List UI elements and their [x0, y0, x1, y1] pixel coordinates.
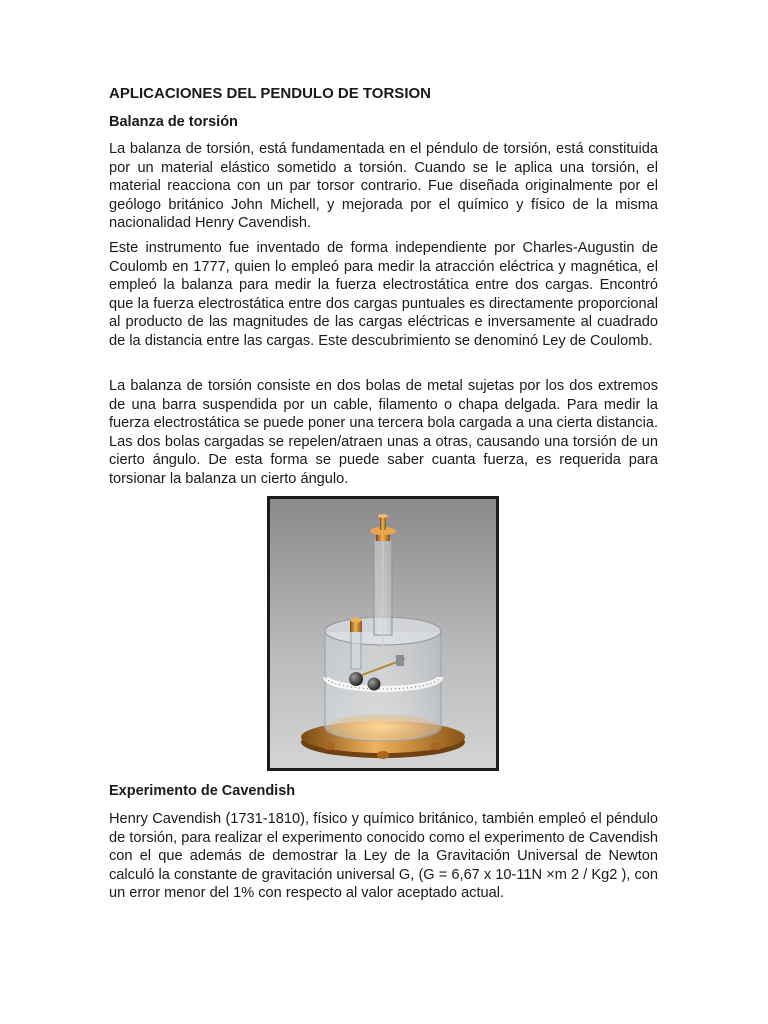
- torsion-balance-illustration: [270, 499, 496, 768]
- paragraph-cavendish-1: Henry Cavendish (1731-1810), físico y químico británico, también empleó el péndulo de torsión, para realizar el experimento conocido como el experimento de Cavendish con el que además de demostrar la Ley de la Gravitación Universal de Newton calculó la constante de gravitación universal G, (G = 6,67 x 10-11N ×m 2 / Kg2 ), con un error menor del 1% con respecto al valor aceptado actual.: [109, 811, 658, 902]
- paragraph-balanza-3: La balanza de torsión consiste en dos bolas de metal sujetas por los dos extremos de una barra suspendida por un cable, filamento o chapa delgada. Para medir la fuerza electrostática se puede poner una tercera bola cargada a una cierta distancia. Las dos bolas cargadas se repelen/atraen unas a otras, causando una torsión de un cierto ángulo. De esta forma se puede saber cuanta fuerza, es requerida para torsionar la balanza un cierto ángulo.: [109, 378, 658, 487]
- section-heading-cavendish: Experimento de Cavendish: [109, 783, 296, 799]
- section-heading-balanza: Balanza de torsión: [109, 114, 238, 130]
- torsion-balance-figure: [267, 496, 499, 771]
- paragraph-balanza-1: La balanza de torsión, está fundamentada en el péndulo de torsión, está constituida por un material elástico sometido a torsión. Cuando se le aplica una torsión, el material reacciona con un par torsor contrario. Fue diseñada originalmente por el geólogo británico John Michell, y mejorada por el químico y físico de la misma nacionalidad Henry Cavendish.: [109, 141, 658, 232]
- page-title: APLICACIONES DEL PENDULO DE TORSION: [109, 85, 431, 102]
- paragraph-balanza-2: Este instrumento fue inventado de forma independiente por Charles-Augustin de Coulomb en 1777, quien lo empleó para medir la atracción eléctrica y magnética, el empleó la balanza para medir la fuerza electrostática entre dos cargas. Encontró que la fuerza electrostática entre dos cargas puntuales es directamente proporcional al producto de las magnitudes de las cargas eléctricas e inversamente al cuadrado de la distancia entre las cargas. Este descubrimiento se denominó Ley de Coulomb.: [109, 240, 658, 349]
